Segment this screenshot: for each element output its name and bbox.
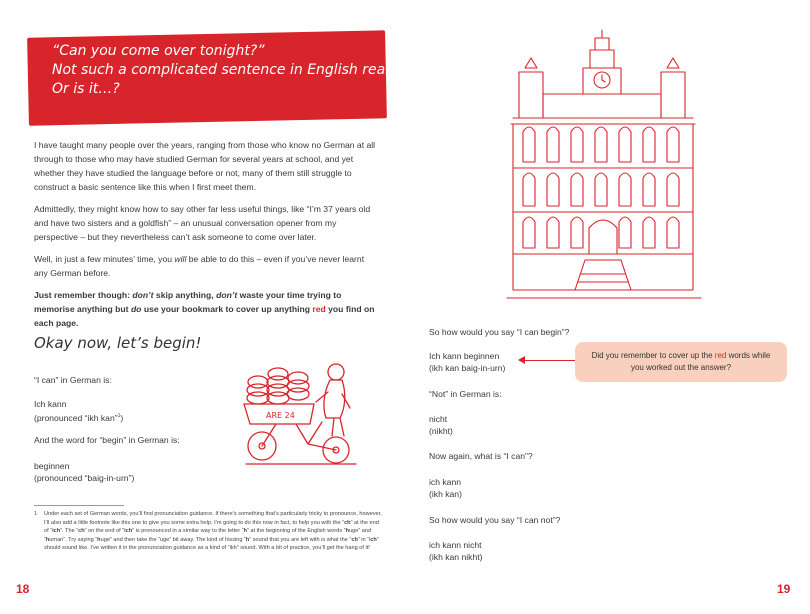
p3-text-b: be able to do this – even if you’ve never learnt any German before. (34, 254, 365, 278)
building-illustration (505, 28, 705, 306)
begin-intro: And the word for “begin” in German is: (34, 435, 180, 445)
answer-1-german: Ich kann beginnen (429, 351, 500, 361)
fn-d: ich (52, 528, 61, 534)
ich-kann: Ich kann (34, 399, 67, 409)
banner-text (52, 42, 442, 99)
pronunciation-1 (34, 410, 123, 424)
banner-line-3: Or is it…? (52, 81, 120, 97)
question-3: So how would you say “I can not”? (429, 515, 561, 525)
banner-line-2: Not such a complicated sentence in English really, is it? (52, 62, 442, 78)
paragraph-1: I have taught many people over the years, ranging from those who know no German at all through to those who may have studied German for several years at school, and yet whether they have studied the language before or not, many of them still struggle to construct a basic sentence like this when I first meet them. (34, 140, 376, 192)
p4-text-c: waste your time trying to memorise anything but (34, 290, 342, 314)
callout-red: red (714, 351, 727, 360)
footnote-ref: 1 (117, 413, 121, 419)
fn-o: uman”. Try saying “ (49, 536, 98, 543)
answer-1-pronunciation: (ikh kan baig-in-urn) (429, 363, 506, 373)
fn-q: uge” and then take the “uge” bit away. The kind of hissing “ (100, 536, 246, 543)
p4-do: do (130, 304, 142, 314)
p4-red: red (312, 304, 326, 314)
footnote-number: 1 (34, 511, 38, 517)
fn-w: ” should sound like. I’ve written it in the pronunciation guidance as a kind of “ikh” sound. With a bit of practice, you’ll get the hang of it! (44, 536, 379, 551)
cart-illustration (236, 352, 366, 472)
page-number-left: 18 (16, 582, 30, 596)
p3-will: will (174, 254, 187, 264)
p4-dont-2: don’t (216, 290, 238, 300)
intro-text (34, 138, 379, 330)
answer-2-german: ich kann (429, 477, 462, 487)
fn-b: ch (344, 519, 351, 526)
nicht-pronunciation: (nikht) (429, 426, 453, 436)
fn-p: h (97, 536, 101, 543)
page-number-right: 19 (777, 582, 791, 596)
fn-h: ich (124, 528, 133, 534)
fn-i: ” is pronounced in a similar way to the letter “ (132, 528, 244, 534)
arrow-left-icon (518, 356, 525, 364)
paragraph-4 (34, 288, 379, 330)
section-heading: Okay now, let’s begin! (34, 334, 202, 352)
pron-1-end: ) (120, 412, 124, 423)
ican-intro: “I can” in German is: (34, 375, 112, 385)
right-page (405, 0, 810, 614)
p4-text-d: use your bookmark to cover up anything (141, 304, 313, 314)
cart-sign: ARE 24 (266, 411, 295, 420)
footnote-divider (34, 505, 124, 506)
fn-a: Under each set of German words, you’ll find pronunciation guidance. If there’s something that’s particularly tricky to pronounce, however, I’ll also add a little footnote like this one to give you some extra help. I’m going to do this now in fact, to help you with the “ (44, 511, 382, 526)
p4-text-b: skip anything, (153, 290, 217, 300)
fn-v: ch (370, 536, 377, 543)
banner-line-1: “Can you come over tonight?” (52, 43, 265, 59)
p4-text-a: Just remember though: (34, 290, 133, 300)
paragraph-3 (34, 252, 379, 280)
answer-2-pronunciation: (ikh kan) (429, 489, 462, 499)
callout-text-a: Did you remember to cover up the (591, 351, 715, 360)
fn-t: ch (351, 536, 358, 543)
callout-text (591, 350, 771, 374)
fn-l: h (345, 528, 349, 534)
p4-text-e: you find on each page. (34, 304, 375, 328)
pron-1-text: (pronounced “ikh kan” (34, 412, 118, 423)
fn-c: ” at the end of “ (44, 519, 379, 534)
fn-r: h (245, 536, 250, 543)
not-intro: “Not” in German is: (429, 389, 502, 399)
answer-3-german: ich kann nicht (429, 540, 482, 550)
nicht: nicht (429, 414, 448, 424)
fn-k: ” at the beginning of the English words “ (246, 528, 346, 534)
pronunciation-2: (pronounced “baig-in-urn”) (34, 473, 135, 483)
fn-j: h (243, 528, 247, 534)
paragraph-2: Admittedly, they might know how to say other far less useful things, like “I’m 37 years old and have two sisters and a goldfish” – an unusual conversation opener from my perspective – but they nevertheless can’t ask someone to come over later. (34, 204, 371, 242)
question-1: So how would you say “I can begin”? (429, 327, 570, 337)
fn-n: h (45, 536, 50, 543)
reminder-callout (575, 342, 787, 382)
fn-m: uge” and “ (44, 528, 372, 543)
answer-3-pronunciation: (ikh kan nikht) (429, 552, 483, 562)
footnote (34, 510, 384, 553)
fn-u: ” in “i (357, 536, 371, 543)
callout-text-b: words while you worked out the answer? (630, 351, 771, 372)
question-2: Now again, what is “I can”? (429, 451, 533, 461)
p4-dont-1: don’t (132, 290, 154, 300)
fn-s: ” sound that you are left with is what the “ (249, 536, 352, 543)
fn-f: ch (78, 528, 85, 534)
callout-arrow-line (522, 360, 576, 361)
beginnen: beginnen (34, 461, 70, 471)
footnote-text (44, 510, 384, 553)
fn-e: ”. The “ (60, 528, 79, 534)
p3-text-a: Well, in just a few minutes’ time, you (34, 254, 175, 264)
fn-g: ” on the end of “ (84, 528, 125, 534)
